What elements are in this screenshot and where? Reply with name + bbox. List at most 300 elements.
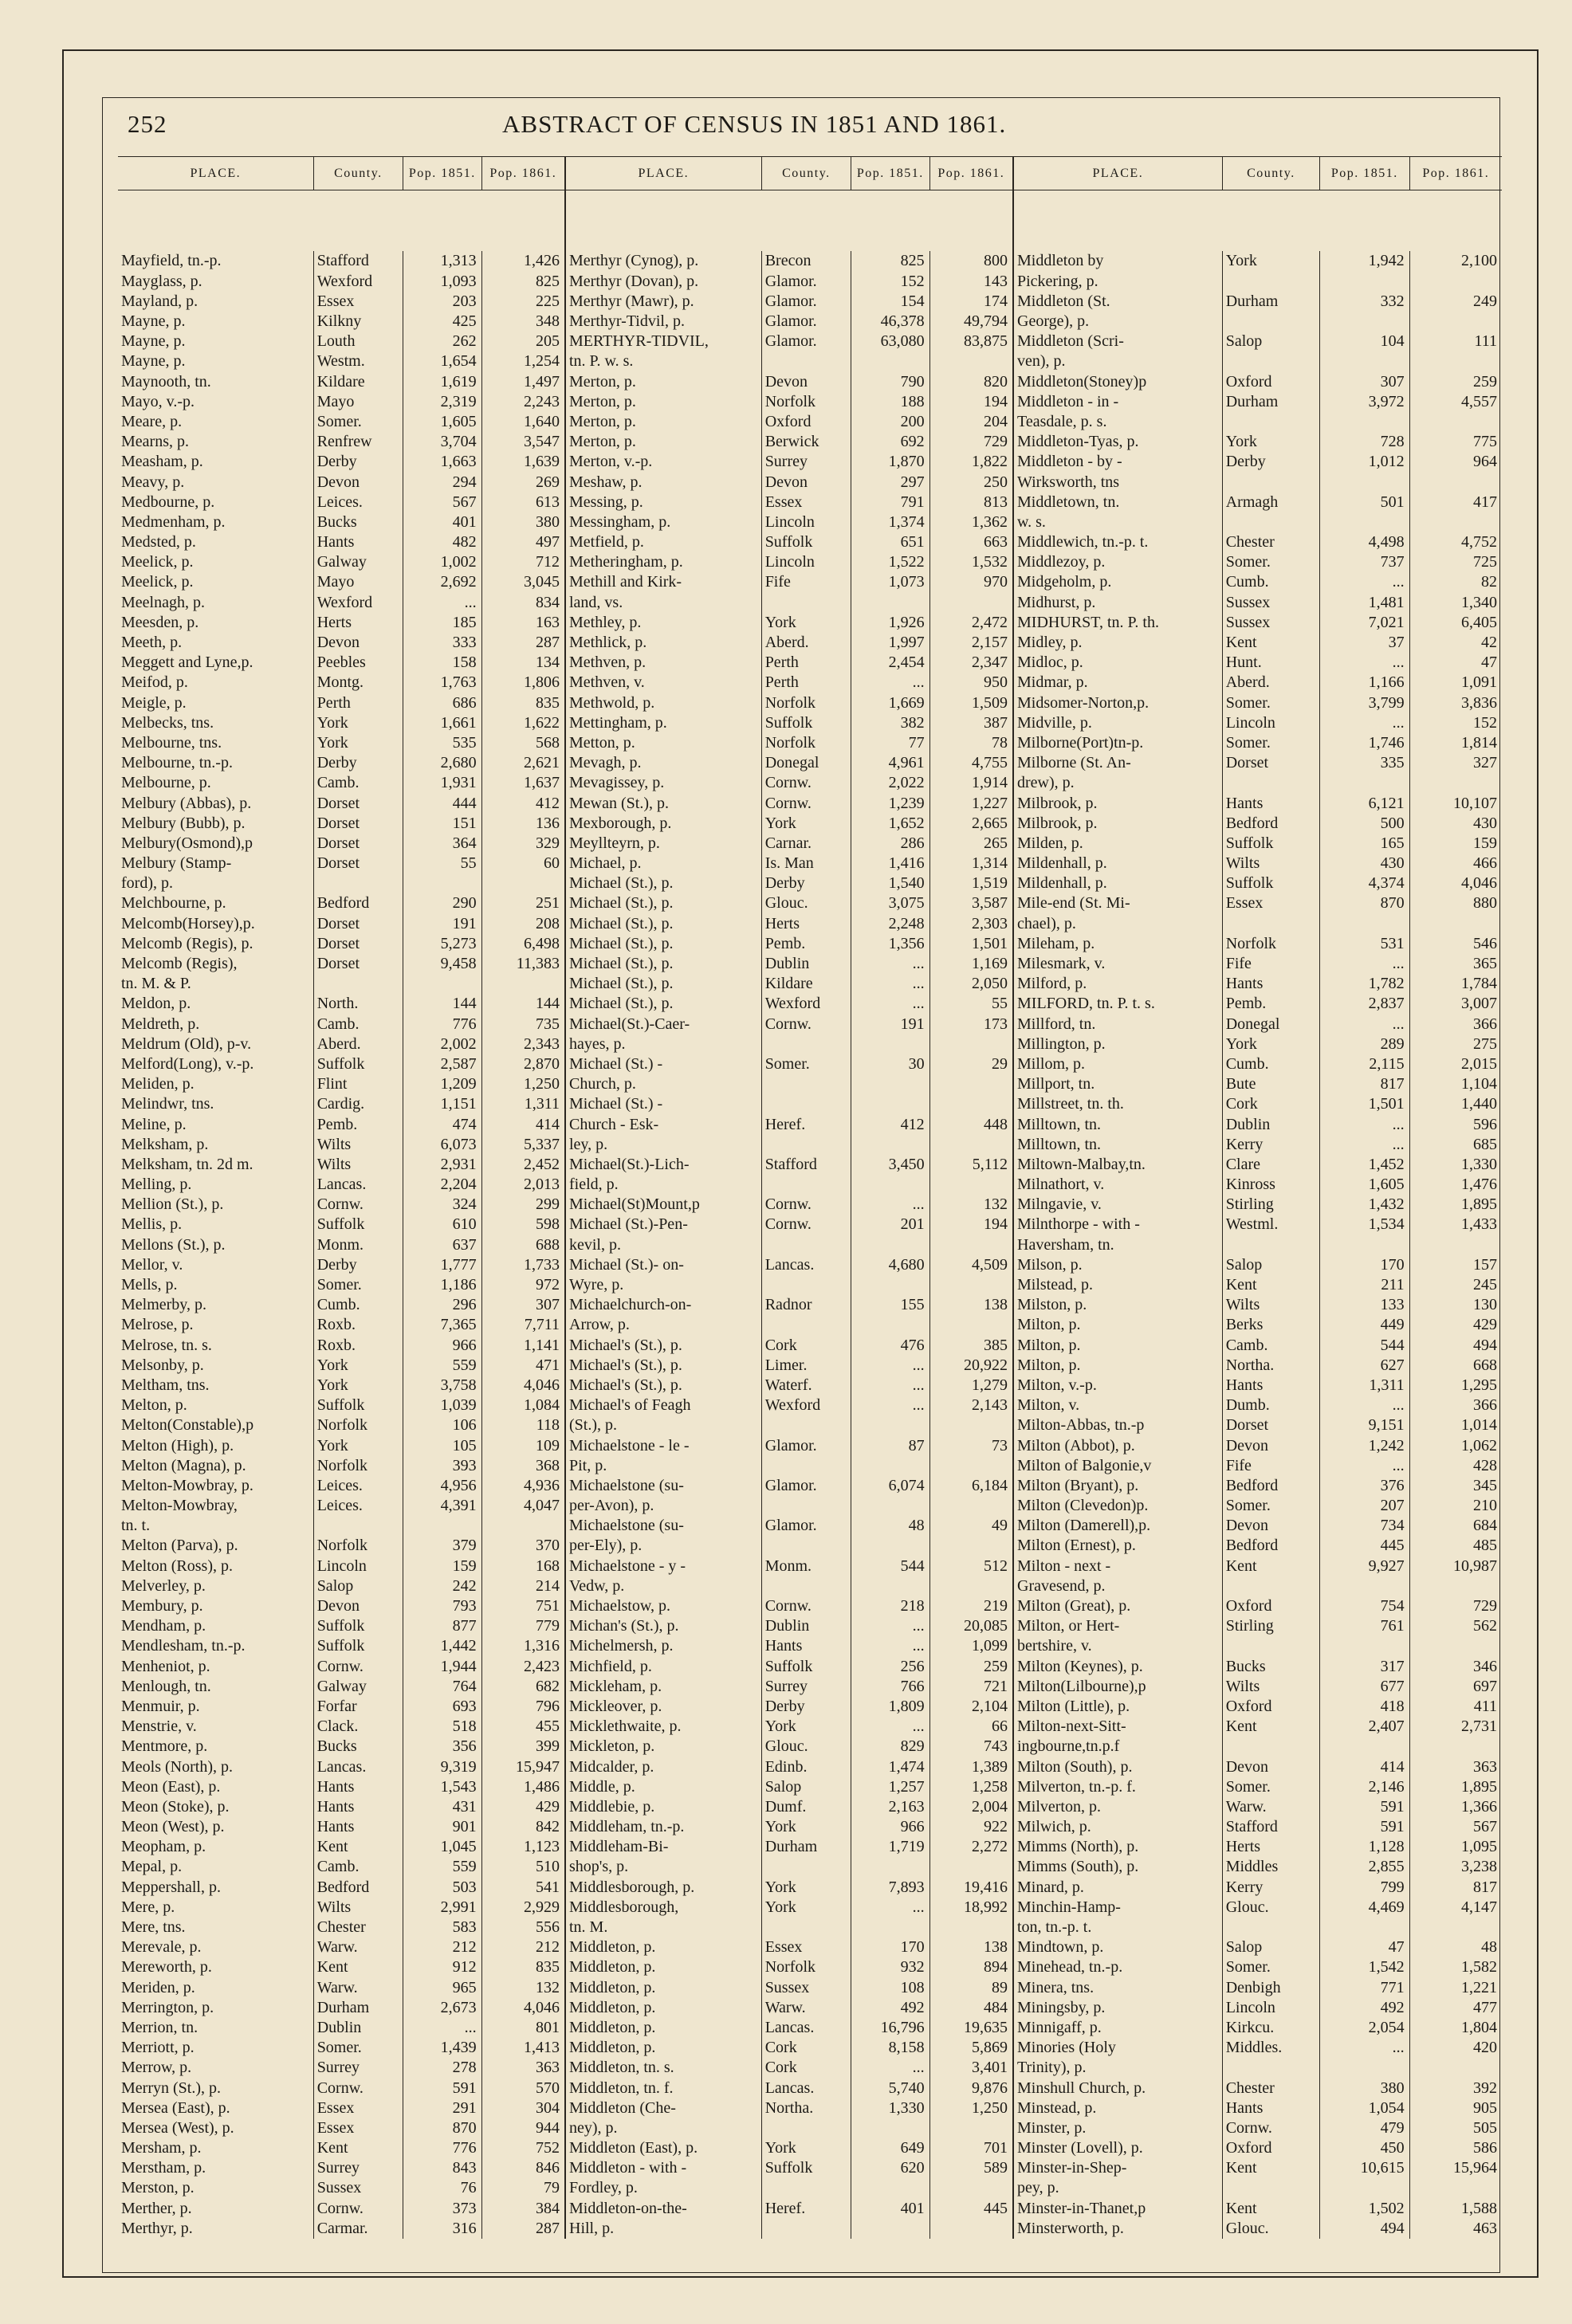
- table-cell-p1851: 3,704: [440, 433, 477, 451]
- table-cell-p1851: [851, 1496, 929, 1516]
- table-cell-place: Methwold, p.: [569, 693, 655, 712]
- table-cell-place: Merston, p.: [121, 2179, 195, 2197]
- table-cell-p1851: 76: [460, 2179, 477, 2197]
- table-cell-county: Lincoln: [764, 512, 815, 531]
- table-cell-county: Wilts: [1225, 1296, 1260, 1314]
- table-cell-p1861: 168: [536, 1557, 560, 1575]
- table-cell-county: Carmar.: [316, 2219, 368, 2237]
- table-cell-p1861: 1,091: [1461, 673, 1498, 692]
- table-cell-p1851: 1,619: [440, 372, 477, 391]
- table-cell-p1861: 157: [1473, 1255, 1498, 1274]
- table-cell-county: [762, 1315, 851, 1335]
- table-cell-place: per-Avon), p.: [569, 1497, 654, 1515]
- table-cell-p1861: 329: [536, 834, 560, 852]
- table-cell-p1861: 3,045: [524, 573, 560, 591]
- table-cell-county: Hants: [1225, 1376, 1263, 1394]
- table-cell-p1851: 1,663: [440, 453, 477, 471]
- table-cell-county: North.: [316, 995, 359, 1013]
- table-cell-county: Lancas.: [764, 2018, 815, 2036]
- table-cell-county: Cumb.: [316, 1296, 360, 1314]
- table-cell-county: Hants: [764, 1637, 803, 1655]
- table-cell-p1851: 364: [452, 834, 477, 852]
- table-cell-county: Somer.: [1225, 1497, 1271, 1515]
- table-cell-p1851: 1,502: [1368, 2199, 1405, 2217]
- table-cell-county: [1223, 2058, 1319, 2078]
- table-cell-p1861: 327: [1473, 754, 1498, 772]
- table-cell-p1851: 152: [900, 272, 925, 290]
- table-cell-place: Menlough, tn.: [121, 1677, 211, 1695]
- table-cell-place: tn. M. & P.: [121, 975, 191, 993]
- table-cell-p1861: 445: [984, 2199, 1008, 2217]
- table-cell-place: Mersea (West), p.: [121, 2118, 234, 2137]
- table-cell-p1851: 544: [1380, 1336, 1405, 1354]
- table-cell-county: [762, 2178, 851, 2198]
- table-cell-p1861: [930, 1275, 1012, 1295]
- table-cell-county: Wilts: [316, 1135, 352, 1153]
- table-cell-place: Melksham, p.: [121, 1135, 209, 1153]
- table-cell-county: Somer.: [1225, 553, 1271, 571]
- table-cell-p1851: 307: [1380, 372, 1405, 391]
- table-cell-county: Stirling: [1225, 1195, 1274, 1214]
- table-cell-place: Miningsby, p.: [1017, 1998, 1106, 2016]
- table-cell-p1861: [930, 1576, 1012, 1596]
- table-cell-place: Milton, p.: [1017, 1336, 1081, 1354]
- table-cell-p1861: 6,405: [1461, 613, 1498, 631]
- table-cell-place: Mere, p.: [121, 1898, 175, 1916]
- table-cell-p1851: [851, 1135, 929, 1155]
- table-cell-p1861: [930, 1857, 1012, 1877]
- table-cell-place: Gravesend, p.: [1017, 1576, 1106, 1595]
- table-cell-county: Heref.: [764, 1115, 806, 1133]
- table-cell-p1861: 387: [984, 713, 1008, 732]
- table-cell-p1851: 4,956: [440, 1476, 477, 1494]
- table-cell-p1861: [930, 1315, 1012, 1335]
- table-cell-p1861: 448: [984, 1115, 1008, 1133]
- table-cell-place: Metheringham, p.: [569, 553, 683, 571]
- table-cell-place: Minories (Holy: [1017, 2039, 1116, 2057]
- table-cell-p1851: 492: [900, 1998, 925, 2016]
- table-cell-place: Michaelstone (su-: [569, 1476, 684, 1494]
- table-cell-county: Leices.: [316, 1497, 363, 1515]
- table-cell-p1851: [851, 2118, 929, 2138]
- table-cell-p1861: [1410, 1918, 1502, 1937]
- table-cell-p1851: ...: [464, 593, 477, 611]
- table-cell-p1861: 219: [984, 1597, 1008, 1615]
- table-cell-p1861: 11,383: [516, 955, 560, 972]
- table-cell-p1851: [851, 1857, 929, 1877]
- table-cell-place: Meavy, p.: [121, 473, 185, 491]
- table-cell-place: Minster (Lovell), p.: [1017, 2139, 1143, 2157]
- table-cell-p1851: 4,961: [888, 754, 925, 772]
- table-cell-p1851: 294: [452, 473, 477, 491]
- table-cell-p1861: 455: [536, 1717, 560, 1736]
- header-place: PLACE.: [118, 157, 314, 190]
- table-cell-p1851: [1320, 1576, 1409, 1596]
- table-cell-p1861: 510: [536, 1858, 560, 1876]
- table-cell-p1861: 2,343: [524, 1034, 560, 1053]
- table-cell-p1851: [1320, 773, 1409, 793]
- table-cell-p1861: 173: [984, 1015, 1008, 1033]
- table-cell-p1851: ...: [1392, 1015, 1405, 1033]
- table-cell-place: Middleton, tn. f.: [569, 2079, 674, 2097]
- table-cell-county: Donegal: [764, 754, 819, 772]
- table-cell-county: York: [1225, 433, 1257, 451]
- table-cell-p1851: 799: [1380, 1878, 1405, 1896]
- table-cell-place: Meldreth, p.: [121, 1015, 200, 1033]
- table-cell-p1861: [1410, 1576, 1502, 1596]
- table-cell-place: Milbrook, p.: [1017, 814, 1098, 832]
- table-cell-p1851: 2,115: [1369, 1054, 1405, 1073]
- table-cell-p1861: 429: [536, 1797, 560, 1816]
- table-cell-place: Merton, p.: [569, 433, 636, 451]
- table-cell-place: Michael's (St.), p.: [569, 1376, 682, 1394]
- table-cell-p1851: ...: [1392, 1396, 1405, 1415]
- table-cell-p1851: 651: [900, 533, 925, 552]
- table-cell-p1851: 637: [452, 1235, 477, 1254]
- table-cell-place: Melton-Mowbray,: [121, 1497, 238, 1515]
- table-cell-county: Fife: [1225, 955, 1252, 972]
- table-cell-place: (St.), p.: [569, 1416, 617, 1435]
- table-cell-p1851: 9,319: [440, 1757, 477, 1776]
- table-cell-county: [762, 1576, 851, 1596]
- table-cell-p1851: 2,204: [440, 1176, 477, 1194]
- table-cell-p1851: 1,416: [888, 854, 925, 873]
- table-cell-p1861: 79: [544, 2179, 560, 2197]
- table-cell-p1851: 218: [900, 1597, 925, 1615]
- table-cell-county: [1223, 1918, 1319, 1937]
- table-cell-place: Merriott, p.: [121, 2039, 195, 2057]
- table-cell-p1861: [1410, 351, 1502, 371]
- table-cell-place: Mimms (South), p.: [1017, 1858, 1139, 1876]
- table-cell-county: Monm.: [764, 1557, 812, 1575]
- table-cell-county: Cork: [764, 2059, 797, 2077]
- table-cell-county: Durham: [1225, 392, 1279, 410]
- table-cell-county: Norfolk: [764, 733, 816, 752]
- table-cell-county: York: [764, 814, 796, 832]
- table-cell-p1851: [851, 351, 929, 371]
- table-cell-p1861: 132: [536, 1978, 560, 1996]
- table-cell-place: Merryn (St.), p.: [121, 2079, 221, 2097]
- table-cell-county: Stafford: [316, 252, 369, 270]
- table-cell-p1861: 701: [984, 2139, 1008, 2157]
- table-cell-place: ingbourne,tn.p.f: [1017, 1737, 1120, 1756]
- table-cell-p1861: 1,639: [524, 453, 560, 471]
- table-cell-p1851: 764: [452, 1677, 477, 1695]
- table-cell-p1861: 47: [1481, 654, 1498, 672]
- table-cell-p1851: 335: [1380, 754, 1405, 772]
- table-cell-p1851: 494: [1380, 2219, 1405, 2237]
- table-cell-p1851: 474: [452, 1115, 477, 1133]
- table-cell-place: Merstham, p.: [121, 2159, 206, 2177]
- table-cell-county: Dorset: [316, 955, 360, 972]
- table-cell-p1851: 393: [452, 1456, 477, 1474]
- table-cell-place: Medsted, p.: [121, 533, 196, 552]
- table-cell-county: Hants: [316, 533, 355, 552]
- table-cell-place: Meriden, p.: [121, 1978, 195, 1996]
- table-cell-p1851: 1,540: [888, 874, 925, 893]
- table-cell-county: Kerry: [1225, 1878, 1263, 1896]
- table-cell-p1851: 316: [452, 2219, 477, 2237]
- table-body: [566, 190, 1012, 2239]
- table-cell-county: Norfolk: [1225, 934, 1277, 952]
- table-cell-county: Surrey: [764, 453, 808, 471]
- table-cell-place: Milton, p.: [1017, 1356, 1081, 1374]
- table-cell-place: Mentmore, p.: [121, 1737, 208, 1756]
- table-cell-p1861: 4,046: [524, 1998, 560, 2016]
- table-cell-county: York: [764, 1898, 796, 1916]
- table-cell-place: Meon (West), p.: [121, 1818, 225, 1836]
- table-cell-county: York: [316, 1436, 348, 1454]
- table-cell-place: Milford, p.: [1017, 975, 1087, 993]
- table-cell-p1861: 420: [1473, 2039, 1498, 2057]
- table-cell-place: Measham, p.: [121, 453, 203, 471]
- table-cell-county: Bucks: [316, 512, 357, 531]
- table-cell-county: Norfolk: [764, 693, 816, 712]
- table-cell-county: Cornw.: [316, 2199, 364, 2217]
- table-cell-place: Melverley, p.: [121, 1576, 206, 1595]
- table-cell-place: Mendham, p.: [121, 1617, 206, 1635]
- table-cell-p1861: 82: [1481, 573, 1498, 591]
- table-cell-p1861: 19,635: [964, 2018, 1008, 2036]
- table-cell-place: Mere, tns.: [121, 1918, 186, 1936]
- table-cell-place: Messingham, p.: [569, 512, 671, 531]
- table-cell-county: Oxford: [1225, 372, 1272, 391]
- table-cell-p1861: [1410, 512, 1502, 532]
- table-cell-county: Derby: [764, 874, 805, 893]
- table-cell-county: Pemb.: [764, 934, 806, 952]
- table-cell-county: Somer.: [1225, 733, 1271, 752]
- panel-right: [1012, 157, 1502, 2239]
- table-cell-county: Devon: [764, 473, 808, 491]
- table-cell-p1861: 348: [536, 312, 560, 330]
- table-cell-p1861: 2,050: [972, 975, 1008, 993]
- table-cell-place: Minster-in-Shep-: [1017, 2159, 1127, 2177]
- table-header: [1014, 157, 1502, 190]
- header-pop-1851: Pop. 1851.: [851, 157, 929, 190]
- table-cell-p1851: ...: [912, 1617, 925, 1635]
- table-cell-p1851: [851, 1576, 929, 1596]
- table-cell-place: Mayne, p.: [121, 352, 186, 371]
- table-cell-p1851: ...: [1392, 573, 1405, 591]
- table-cell-p1861: 130: [1473, 1296, 1498, 1314]
- table-cell-p1851: 677: [1380, 1677, 1405, 1695]
- table-cell-p1851: [403, 873, 481, 893]
- table-cell-p1851: ...: [1392, 713, 1405, 732]
- table-cell-county: Forfar: [316, 1697, 357, 1715]
- table-cell-county: Devon: [764, 372, 808, 391]
- table-cell-p1851: 2,587: [440, 1054, 477, 1073]
- table-cell-county: Bedford: [1225, 814, 1279, 832]
- table-cell-county: Cumb.: [1225, 573, 1269, 591]
- table-cell-p1861: 299: [536, 1195, 560, 1214]
- table-cell-county: Salop: [316, 1576, 354, 1595]
- table-cell-p1851: 1,654: [440, 352, 477, 371]
- table-cell-p1861: 1,141: [524, 1336, 560, 1354]
- table-cell-place: Minstead, p.: [1017, 2098, 1097, 2117]
- table-cell-p1861: 1,295: [1461, 1376, 1498, 1394]
- table-cell-county: York: [764, 1818, 796, 1836]
- table-cell-county: Galway: [316, 1677, 367, 1695]
- table-cell-place: Melmerby, p.: [121, 1296, 207, 1314]
- table-cell-p1851: 332: [1380, 292, 1405, 310]
- table-cell-place: Milton (Ernest), p.: [1017, 1537, 1136, 1555]
- table-cell-p1851: ...: [464, 2018, 477, 2036]
- table-cell-county: [1223, 272, 1319, 292]
- table-cell-place: Meesden, p.: [121, 613, 199, 631]
- table-cell-p1851: 105: [452, 1436, 477, 1454]
- table-cell-p1851: 825: [900, 252, 925, 270]
- table-cell-county: Kent: [316, 2139, 348, 2157]
- table-cell-p1851: 1,311: [1369, 1376, 1405, 1394]
- table-cell-p1861: [930, 2118, 1012, 2138]
- table-cell-p1861: 18,992: [964, 1898, 1008, 1916]
- table-cell-place: Middleton, p.: [569, 1938, 656, 1957]
- table-cell-county: York: [1225, 1034, 1257, 1053]
- table-cell-p1861: 1,588: [1461, 2199, 1498, 2217]
- table-cell-p1861: 1,014: [1461, 1416, 1498, 1435]
- table-cell-p1851: 63,080: [880, 332, 925, 351]
- table-cell-county: Stafford: [1225, 1818, 1278, 1836]
- table-cell-p1851: 1,452: [1368, 1155, 1405, 1173]
- table-cell-p1861: 49,794: [964, 312, 1008, 330]
- table-cell-p1851: 1,501: [1368, 1095, 1405, 1113]
- table-cell-p1861: 1,366: [1461, 1797, 1498, 1816]
- table-cell-place: Methlick, p.: [569, 634, 647, 651]
- table-cell-place: Meon (Stoke), p.: [121, 1797, 230, 1816]
- table-cell-p1851: 3,972: [1368, 392, 1405, 410]
- table-cell-p1861: 3,238: [1461, 1858, 1498, 1876]
- table-cell-county: Fife: [1225, 1456, 1252, 1474]
- table-cell-county: Somer.: [316, 412, 362, 430]
- table-cell-p1851: 159: [452, 1557, 477, 1575]
- table-cell-p1861: 365: [1473, 955, 1498, 972]
- table-cell-county: Westm.: [316, 352, 365, 371]
- table-cell-place: Milltown, tn.: [1017, 1135, 1102, 1153]
- table-cell-p1861: 1,221: [1461, 1978, 1498, 1996]
- table-cell-place: Merton, v.-p.: [569, 453, 653, 471]
- table-cell-p1851: 77: [908, 733, 925, 752]
- table-cell-p1851: 500: [1380, 814, 1405, 832]
- table-cell-p1851: 1,809: [888, 1697, 925, 1715]
- table-cell-p1851: 144: [452, 995, 477, 1013]
- table-cell-p1851: [851, 1315, 929, 1335]
- table-cell-county: Kent: [1225, 2199, 1257, 2217]
- table-cell-county: Herts: [1225, 1838, 1261, 1856]
- table-cell-place: Arrow, p.: [569, 1316, 630, 1334]
- table-cell-place: Maynooth, tn.: [121, 372, 211, 391]
- table-cell-county: Chester: [316, 1918, 366, 1936]
- table-cell-county: Essex: [764, 493, 803, 511]
- header-place: PLACE.: [566, 157, 762, 190]
- table-cell-p1861: 2,929: [524, 1898, 560, 1916]
- table-cell-p1861: 15,964: [1453, 2159, 1498, 2177]
- table-cell-place: Metton, p.: [569, 733, 635, 752]
- table-cell-place: pey, p.: [1017, 2179, 1059, 2197]
- table-cell-p1861: 1,486: [524, 1777, 560, 1796]
- table-cell-p1861: 1,095: [1461, 1838, 1498, 1856]
- table-cell-county: Kent: [1225, 1717, 1257, 1736]
- table-cell-county: Hants: [1225, 975, 1263, 993]
- table-cell-place: Mayo, v.-p.: [121, 392, 195, 410]
- table-cell-p1851: [1320, 914, 1409, 934]
- table-cell-p1851: 425: [452, 312, 477, 330]
- table-cell-county: Suffolk: [764, 533, 813, 552]
- table-cell-place: Middleton, p.: [569, 1958, 656, 1977]
- table-cell-p1851: [851, 1918, 929, 1937]
- table-cell-county: [762, 2118, 851, 2138]
- table-cell-p1851: 912: [452, 1958, 477, 1977]
- table-cell-place: Mickleton, p.: [569, 1737, 655, 1756]
- table-cell-p1861: 111: [1474, 332, 1498, 351]
- table-cell-p1861: 109: [536, 1436, 560, 1454]
- table-cell-p1851: 932: [900, 1958, 925, 1977]
- table-cell-place: Meline, p.: [121, 1115, 187, 1133]
- table-cell-place: Michaelstone - y -: [569, 1557, 686, 1575]
- table-cell-p1851: 1,012: [1368, 453, 1405, 471]
- table-cell-p1861: 589: [984, 2159, 1008, 2177]
- table-cell-place: Merrow, p.: [121, 2059, 192, 2077]
- table-cell-county: Cornw.: [764, 1195, 812, 1214]
- table-cell-place: Methley, p.: [569, 613, 642, 631]
- table-cell-place: field, p.: [569, 1176, 619, 1194]
- table-cell-p1851: 754: [1380, 1597, 1405, 1615]
- table-cell-p1861: 392: [1473, 2079, 1498, 2097]
- table-cell-p1861: 287: [536, 2219, 560, 2237]
- table-cell-county: [762, 351, 851, 371]
- table-cell-place: Meifod, p.: [121, 673, 188, 692]
- table-cell-p1851: [1320, 272, 1409, 292]
- table-cell-p1861: 2,452: [524, 1155, 560, 1173]
- table-cell-place: Minard, p.: [1017, 1878, 1084, 1896]
- table-cell-county: [1223, 2178, 1319, 2198]
- table-cell-place: Milton, p.: [1017, 1316, 1081, 1334]
- table-cell-county: Dorset: [316, 854, 360, 873]
- table-cell-p1861: 922: [984, 1818, 1008, 1836]
- table-cell-p1851: 1,356: [888, 934, 925, 952]
- table-header: [118, 157, 564, 190]
- table-cell-p1851: 1,002: [440, 553, 477, 571]
- table-cell-county: Devon: [1225, 1517, 1269, 1535]
- table-cell-p1861: [930, 351, 1012, 371]
- table-cell-county: [762, 1275, 851, 1295]
- table-cell-place: Mildenhall, p.: [1017, 854, 1107, 873]
- table-cell-p1861: 4,509: [972, 1255, 1008, 1274]
- table-cell-place: Milton - next -: [1017, 1557, 1111, 1575]
- table-cell-county: York: [316, 733, 348, 752]
- table-cell-place: Michael(St.)-Lich-: [569, 1155, 690, 1173]
- table-cell-county: Glamor.: [764, 1517, 817, 1535]
- table-cell-p1861: 735: [536, 1015, 560, 1033]
- table-cell-p1851: 544: [900, 1557, 925, 1575]
- table-cell-county: Camb.: [316, 1015, 360, 1033]
- table-cell-p1861: 138: [984, 1296, 1008, 1314]
- table-cell-county: Renfrew: [316, 433, 372, 451]
- table-cell-p1861: 463: [1473, 2219, 1498, 2237]
- table-cell-place: Mildenhall, p.: [1017, 874, 1107, 893]
- table-cell-place: Middleton (Che-: [569, 2098, 676, 2117]
- table-cell-p1861: [482, 974, 564, 994]
- table-cell-county: Suffolk: [316, 1637, 365, 1655]
- table-cell-p1851: 1,543: [440, 1777, 477, 1796]
- table-cell-county: [1223, 512, 1319, 532]
- table-cell-p1861: 1,389: [972, 1757, 1008, 1776]
- table-cell-p1851: 418: [1380, 1697, 1405, 1715]
- table-cell-county: Lancas.: [764, 1255, 815, 1274]
- table-cell-p1861: 1,519: [972, 874, 1008, 893]
- table-cell-p1851: 870: [1380, 894, 1405, 913]
- table-cell-p1861: 3,401: [972, 2059, 1008, 2077]
- table-cell-place: w. s.: [1017, 512, 1046, 531]
